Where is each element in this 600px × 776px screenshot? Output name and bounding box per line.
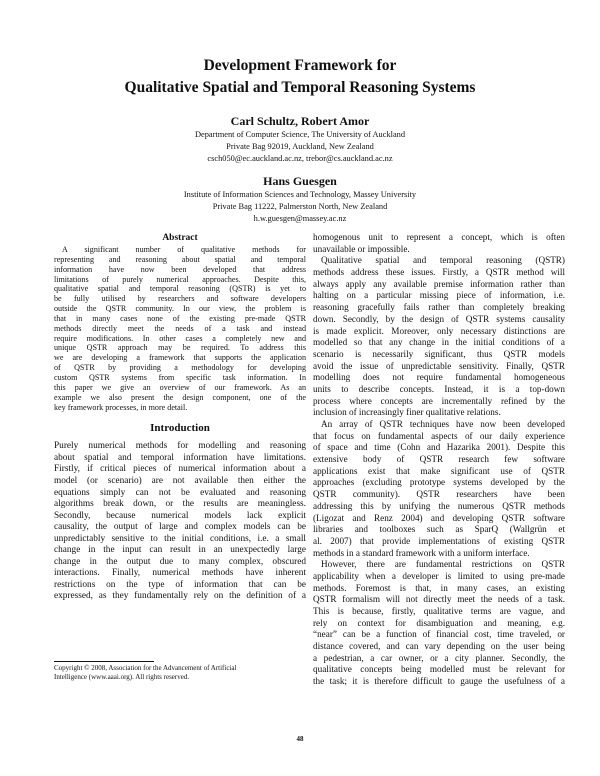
body-line: halting on a particular missing piece of information, i.e. [313,290,565,301]
body-line: methods address these issues. Firstly, a QSTR method will [313,267,565,278]
body-line: “near” can be a function of financial cost, time traveled, or [313,629,565,640]
author-email: csch050@ec.auckland.ac.nz, trebor@cs.auckland.ac.nz [207,154,393,163]
body-line: This is because, firstly, qualitative terms are vague, and [313,606,565,616]
body-line: is made explicit. Moreover, only necessary distinctions are [313,325,565,336]
body-line: restrictions on the type of information that can be [54,579,306,590]
body-line: scenario is necessarily significant, thus QSTR models [313,348,565,359]
body-line: methods. Foremost is that, in many cases, an existing [313,582,565,593]
footnote-divider [54,661,154,662]
body-line: modelled so that any change in the initial conditions of a [313,337,565,348]
body-line: equations simply can not be evaluated and reasoning [54,487,306,498]
author-department: Department of Computer Science, The University of Auckland [194,130,406,139]
page-number: 48 [296,735,304,743]
body-line: about spatial and temporal information have limitations. [54,452,306,463]
abstract-line: example we also present the design component, one of the [54,392,306,402]
author-names: Carl Schultz, Robert Amor [230,114,370,128]
body-line: a pedestrian, a car owner, or a city planner. Secondly, the [313,652,565,663]
footnote-line: Copyright © 2008, Association for the Advancement of Artificial [54,664,237,672]
body-line: of space and time (Cohn and Hazarika 2001). Despite this [313,442,565,453]
body-line: However, there are fundamental restrictions on QSTR [321,559,565,570]
abstract-line: require modifications. In other cases a completely new and [54,333,306,343]
body-line: down. Secondly, by the design of QSTR systems causality [313,313,565,324]
abstract-line: A significant number of qualitative methods for [62,245,306,254]
body-line: (Ligozat and Renz 2004) and developing QSTR software [313,512,565,523]
copyright-footnote [54,664,306,682]
footnote-line: Intelligence (www.aaai.org). All rights reserved. [54,673,190,681]
body-line: avoid the issue of unpredictable sensitivity. Finally, QSTR [313,360,565,371]
body-line: An array of QSTR techniques have now been developed [321,419,565,429]
body-line: expressed, as they fundamentally rely on the definition of a [54,591,306,602]
author-address: Private Bag 11222, Palmerston North, New Zealand [212,202,388,211]
body-line: units to describe concepts. Instead, it is a top-down [313,383,565,394]
abstract-line: methods directly meet the needs of a task and instead [54,323,306,333]
abstract-line: representing and reasoning about spatial and temporal [54,254,306,264]
abstract-line: qualitative spatial and temporal reasoning (QSTR) is yet to [54,284,306,294]
body-line: unavailable or impossible. [313,243,410,254]
author-address: Private Bag 92019, Auckland, New Zealand [226,142,374,151]
author-block-2 [0,173,600,225]
body-line: model (or scenario) are not available then either the [54,475,306,486]
body-line: QSTR formalism will not directly meet the needs of a task. [313,594,565,605]
abstract-line: custom QSTR systems from specific task information. In [54,372,306,382]
body-line: always apply any available premise information rather than [313,278,565,289]
abstract-line: limitations of purely numerical approaches. Despite this, [54,274,306,284]
body-line: modelling does not require fundamental homogeneous [313,372,565,383]
author-institute: Institute of Information Sciences and Technology, Massey University [183,190,417,199]
abstract-line: key framework processes, in more detail. [54,402,188,412]
body-line: algorithms break down, or the results are meaningless. [54,499,306,510]
body-line: Purely numerical methods for modelling and reasoning [54,441,306,452]
body-line: Firstly, if critical pieces of numerical information about a [54,464,306,475]
body-line: interactions. Finally, numerical methods have inherent [54,568,306,579]
title-line-1: Development Framework for [203,57,397,74]
body-line: applicability when a developer is limited to using pre-made [313,570,565,581]
body-line: inclusion of increasingly finer qualitative relations. [313,407,501,418]
abstract-line: be fully utilised by researchers and software developers [54,294,306,304]
body-line: process where concepts are incrementally refined by the [313,395,565,406]
abstract-line: unique QSTR approach may be required. To address this [54,343,306,353]
body-line: change in the output due to many complex, obscured [54,556,306,567]
body-line: Qualitative spatial and temporal reasoning (QSTR) [321,255,565,266]
body-line: methods in a standard framework with a uniform interface. [313,547,530,558]
abstract-body [54,245,306,412]
abstract-heading: Abstract [162,233,198,243]
abstract-line: outside the QSTR community. In our view, the problem is [54,304,306,314]
body-line: unpredictably sensitive to the initial conditions, i.e. a small [54,533,306,544]
body-line: extensive body of QSTR research few software [313,454,565,465]
body-line: approaches (excluding prototype systems developed by the [313,477,565,488]
abstract-line: we are developing a framework that supports the application [54,353,306,363]
body-line: qualitative concepts being modelled must be relevant for [313,664,565,675]
body-line: libraries and toolboxes such as SparQ (Wallgrün et [313,524,565,535]
body-line: Secondly, because numerical models lack explicit [54,510,306,521]
abstract-line: that in many cases none of the existing pre-made QSTR [54,313,306,323]
abstract-line: this paper we give an overview of our framework. As an [54,382,306,392]
paper-title [0,55,600,99]
body-line: change in the input can result in an unexpectedly large [54,545,306,556]
left-column [54,232,306,603]
body-line: addressing this by unifying the numerous QSTR methods [313,500,565,511]
body-line: that focus on fundamental aspects of our daily experience [313,430,565,441]
body-line: the task; it is therefore difficult to gauge the usefulness of a [313,676,565,687]
introduction-heading: Introduction [150,422,210,435]
introduction-body [54,441,306,603]
body-line: QSTR community). QSTR researchers have been [313,489,565,500]
body-line: distance covered, and can vary depending on the user being [313,641,565,652]
body-line: reasoning gracefully fails rather than completely breaking [313,302,565,313]
body-line: applications exist that make significant use of QSTR [313,465,565,476]
author-names: Hans Guesgen [263,174,337,188]
body-line: rely on context for disambiguation and meaning, e.g. [313,617,565,628]
author-email: h.w.guesgen@massey.ac.nz [253,214,347,223]
right-column [313,232,565,688]
abstract-line: information have now been developed that address [54,264,306,274]
body-line: homogenous unit to represent a concept, which is often [313,232,565,242]
body-line: causality, the output of large and complex models can be [54,522,306,533]
title-line-2: Qualitative Spatial and Temporal Reasoning Systems [124,79,476,96]
author-block-1 [0,113,600,165]
body-line: al. 2007) that provide implementations of existing QSTR [313,535,565,546]
abstract-line: of QSTR by providing a methodology for developing [54,363,306,373]
